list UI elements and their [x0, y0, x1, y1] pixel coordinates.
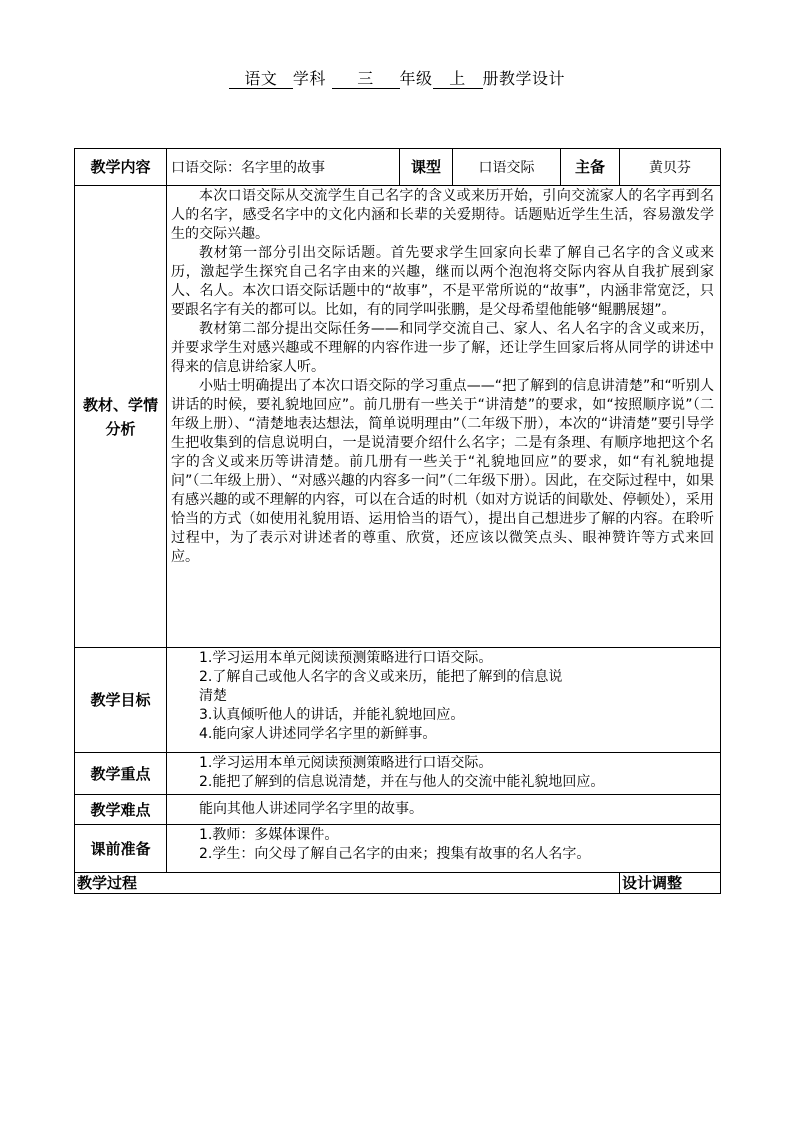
preparation-row	[75, 825, 721, 873]
document-title	[0, 66, 794, 89]
process-label: 教学过程	[75, 873, 620, 894]
analysis-paragraph: 教材第一部分引出交际话题。首先要求学生回家向长辈了解自己名字的含义或来历，激起学生探究自己名字由来的兴趣，继而以两个泡泡将交际内容从自我扩展到家人、名人。本次口语交际话题中的“故事”，不是平常所说的“故事”，内涵非常宽泛，只要跟名字有关的都可以。比如，有的同学叫张鹏，是父母希望他能够“鲲鹏展翅”。	[171, 245, 714, 318]
lesson-info-row	[75, 149, 721, 186]
analysis-paragraph: 教材第二部分提出交际任务——和同学交流自己、家人、名人名字的含义或来历，并要求学生对感兴趣或不理解的内容作进一步了解，还让学生回家后将从同学的讲述中得来的信息讲给家人听。	[171, 321, 714, 375]
content-label: 教学内容	[75, 149, 167, 186]
preparation-content	[167, 825, 721, 873]
analysis-label-line2: 分析	[105, 419, 136, 438]
difficulty-content	[167, 795, 721, 825]
goal-item: 2.了解自己或他人名字的含义或来历，能把了解到的信息说	[199, 669, 563, 685]
goal-item: 4.能向家人讲述同学名字里的新鲜事。	[199, 726, 437, 742]
goal-item: 1.学习运用本单元阅读预测策略进行口语交际。	[199, 650, 493, 666]
grade-blank: 三	[332, 70, 400, 89]
goals-content	[167, 648, 721, 753]
grade-suffix: 年级	[399, 69, 433, 88]
lead-value: 黄贝芬	[620, 149, 721, 186]
difficulty-text: 能向其他人讲述同学名字里的故事。	[199, 801, 423, 817]
subject-suffix: 学科	[292, 69, 326, 88]
process-header-row	[75, 873, 721, 894]
preparation-item: 2.学生：向父母了解自己名字的由来；搜集有故事的名人名字。	[199, 846, 591, 862]
analysis-label-line1: 教材、学情	[82, 395, 158, 414]
adjust-label: 设计调整	[620, 873, 721, 894]
preparation-item: 1.教师：多媒体课件。	[199, 827, 339, 843]
type-value: 口语交际	[453, 149, 561, 186]
volume-blank: 上	[433, 70, 483, 89]
subject-blank: 语文	[229, 70, 293, 89]
key-point-item: 1.学习运用本单元阅读预测策略进行口语交际。	[199, 755, 493, 771]
preparation-label: 课前准备	[75, 825, 167, 873]
lead-label: 主备	[561, 149, 620, 186]
goals-label: 教学目标	[75, 648, 167, 753]
key-point-item: 2.能把了解到的信息说清楚，并在与他人的交流中能礼貌地回应。	[199, 774, 605, 790]
key-points-row	[75, 753, 721, 795]
lesson-plan-table	[74, 148, 721, 894]
analysis-content	[167, 186, 721, 648]
volume-suffix: 册教学设计	[482, 69, 566, 88]
goal-item: 3.认真倾听他人的讲话，并能礼貌地回应。	[199, 707, 465, 723]
key-points-content	[167, 753, 721, 795]
content-value: 口语交际：名字里的故事	[167, 149, 400, 186]
difficulty-row	[75, 795, 721, 825]
analysis-paragraph: 本次口语交际从交流学生自己名字的含义或来历开始，引向交流家人的名字再到名人的名字，感受名字中的文化内涵和长辈的关爱期待。话题贴近学生生活，容易激发学生的交际兴趣。	[171, 188, 714, 242]
goals-row	[75, 648, 721, 753]
goal-item: 清楚	[199, 688, 227, 704]
difficulty-label: 教学难点	[75, 795, 167, 825]
analysis-label	[75, 186, 167, 648]
key-points-label: 教学重点	[75, 753, 167, 795]
type-label: 课型	[400, 149, 453, 186]
analysis-paragraph: 小贴士明确提出了本次口语交际的学习重点——“把了解到的信息讲清楚”和“听别人讲话的时候，要礼貌地回应”。前几册有一些关于“讲清楚”的要求，如“按照顺序说”（二年级上册）、“清楚地表达想法，简单说明理由”（二年级下册），本次的“讲清楚”要引导学生把收集到的信息说明白，一是说清要介绍什么名字；二是有条理、有顺序地把这个名字的含义或来历等讲清楚。前几册有一些关于“礼貌地回应”的要求，如“有礼貌地提问”（二年级上册）、“对感兴趣的内容多一问”（二年级下册）。因此，在交际过程中，如果有感兴趣的或不理解的内容，可以在合适的时机（如对方说话的间歇处、停顿处），采用恰当的方式（如使用礼貌用语、运用恰当的语气），提出自己想进步了解的内容。在聆听过程中，为了表示对讲述者的尊重、欣赏，还应该以微笑点头、眼神赞许等方式来回应。	[171, 378, 714, 565]
analysis-row	[75, 186, 721, 648]
